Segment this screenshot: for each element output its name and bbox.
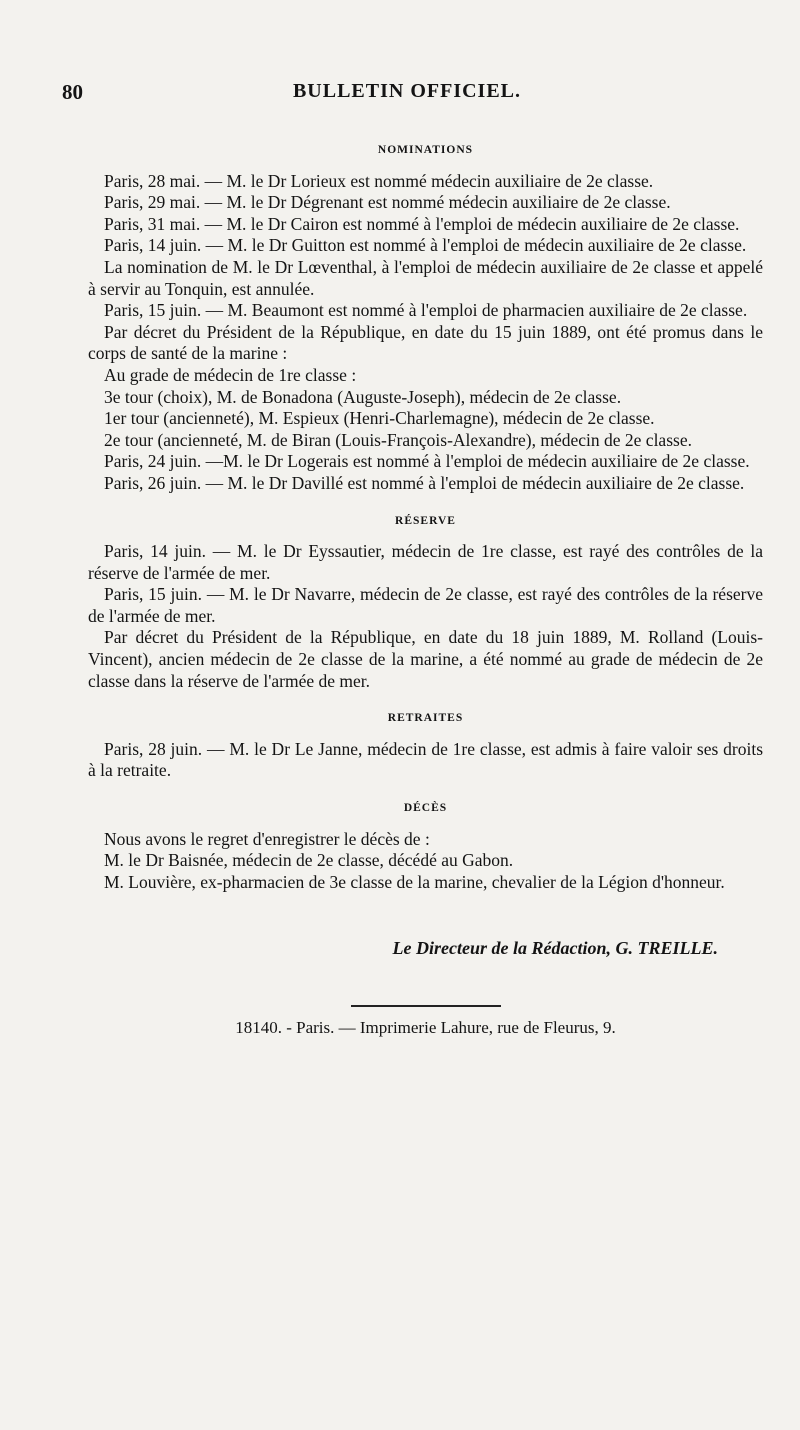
paragraph: Paris, 15 juin. — M. le Dr Navarre, médecin de 2e classe, est rayé des contrôles de la réserve de l'armée de mer.	[88, 584, 763, 626]
section-deces	[88, 798, 763, 893]
imprint-line: 18140. - Paris. — Imprimerie Lahure, rue de Fleurus, 9.	[235, 1018, 616, 1037]
section-retraites	[88, 708, 763, 782]
paragraph: 3e tour (choix), M. de Bonadona (Auguste-Joseph), médecin de 2e classe.	[104, 386, 622, 407]
paragraph: Paris, 24 juin. —M. le Dr Logerais est nommé à l'emploi de médecin auxiliaire de 2e classe.	[104, 451, 750, 472]
section-reserve	[88, 511, 763, 693]
paragraph: Paris, 26 juin. — M. le Dr Davillé est nommé à l'emploi de médecin auxiliaire de 2e classe.	[104, 472, 745, 493]
paragraph: M. Louvière, ex-pharmacien de 3e classe de la marine, chevalier de la Légion d'honneur.	[104, 871, 725, 892]
paragraph: Paris, 28 mai. — M. le Dr Lorieux est nommé médecin auxiliaire de 2e classe.	[104, 170, 654, 191]
paragraph: Paris, 14 juin. — M. le Dr Guitton est nommé à l'emploi de médecin auxiliaire de 2e classe.	[104, 235, 747, 256]
divider	[351, 1005, 501, 1007]
section-heading: NOMINATIONS	[377, 144, 474, 156]
paragraph: Paris, 15 juin. — M. Beaumont est nommé à l'emploi de pharmacien auxiliaire de 2e classe.	[104, 300, 748, 321]
paragraph: Au grade de médecin de 1re classe :	[104, 364, 357, 385]
paragraph: Paris, 29 mai. — M. le Dr Dégrenant est nommé médecin auxiliaire de 2e classe.	[104, 192, 671, 213]
page-header	[62, 80, 752, 112]
paragraph: La nomination de M. le Dr Lœventhal, à l'emploi de médecin auxiliaire de 2e classe et appelé à servir au Tonquin, est annulée.	[88, 256, 763, 299]
paragraph: 2e tour (ancienneté, M. de Biran (Louis-François-Alexandre), médecin de 2e classe.	[104, 429, 692, 450]
page-number: 80	[62, 80, 83, 104]
section-heading: RÉSERVE	[395, 514, 456, 527]
section-heading: RETRAITES	[387, 712, 464, 725]
section-nominations	[88, 140, 763, 495]
signature: Le Directeur de la Rédaction, G. TREILLE.	[392, 938, 718, 959]
paragraph: M. le Dr Baisnée, médecin de 2e classe, décédé au Gabon.	[104, 850, 514, 871]
paragraph: Paris, 28 juin. — M. le Dr Le Janne, médecin de 1re classe, est admis à faire valoir ses droits à la retraite.	[88, 738, 763, 781]
bulletin-body	[88, 140, 763, 1039]
paragraph: Paris, 14 juin. — M. le Dr Eyssautier, médecin de 1re classe, est rayé des contrôles de la réserve de l'armée de mer.	[88, 541, 763, 583]
paragraph: 1er tour (ancienneté), M. Espieux (Henri-Charlemagne), médecin de 2e classe.	[104, 408, 655, 429]
paragraph: Nous avons le regret d'enregistrer le décès de :	[104, 828, 430, 849]
running-title: BULLETIN OFFICIEL.	[292, 80, 522, 102]
section-heading: DÉCÈS	[403, 802, 448, 815]
paragraph: Par décret du Président de la République, en date du 18 juin 1889, M. Rolland (Louis-Vincent), ancien médecin de 2e classe de la marine, a été nommé au grade de médecin de 2e classe dans la réserve de l'armée de mer.	[88, 627, 763, 691]
paragraph: Par décret du Président de la République, en date du 15 juin 1889, ont été promus dans le corps de santé de la marine :	[88, 321, 763, 364]
paragraph: Paris, 31 mai. — M. le Dr Cairon est nommé à l'emploi de médecin auxiliaire de 2e classe.	[104, 213, 740, 234]
